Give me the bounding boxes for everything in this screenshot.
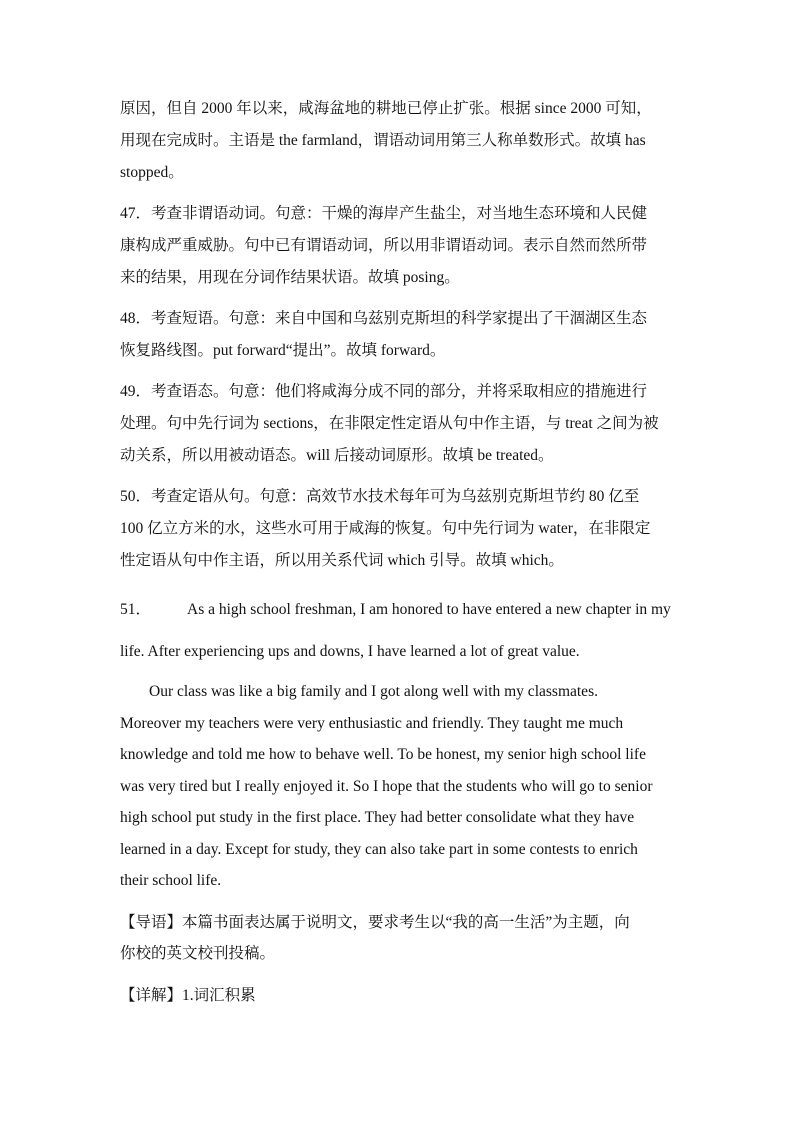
text-line: 51． As a high school freshman, I am honored to have entered a new chapter in my: [120, 601, 671, 618]
text-line: life. After experiencing ups and downs, I have learned a lot of great value.: [120, 643, 580, 660]
text-line: 【详解】1.词汇积累: [120, 987, 256, 1004]
text-line: 康构成严重威胁。句中已有谓语动词，所以用非谓语动词。表示自然而然所带: [120, 237, 648, 254]
text-line: 原因，但自 2000 年以来，咸海盆地的耕地已停止扩张。根据 since 2000 可知，: [120, 100, 652, 117]
text-line: 50．考查定语从句。句意：高效节水技术每年可为乌兹别克斯坦节约 80 亿至: [120, 488, 640, 505]
text-line: 用现在完成时。主语是 the farmland，谓语动词用第三人称单数形式。故填 has: [120, 132, 646, 149]
text-line: 恢复路线图。put forward“提出”。故填 forward。: [120, 342, 446, 359]
answer-50: [120, 481, 692, 577]
answer-48: [120, 303, 692, 367]
text-line: 【导语】本篇书面表达属于说明文，要求考生以“我的高一生活”为主题，向: [120, 914, 630, 931]
text-line: learned in a day. Except for study, they can also take part in some contests to enrich: [120, 840, 638, 858]
text-line: high school put study in the first place. They had better consolidate what they have: [120, 809, 635, 826]
text-line: 处理。句中先行词为 sections，在非限定性定语从句中作主语，与 treat 之间为被: [120, 415, 659, 432]
answer-47: [120, 198, 692, 294]
text-line: stopped。: [120, 164, 184, 181]
text-line: their school life.: [120, 872, 222, 889]
text-line: 49．考查语态。句意：他们将咸海分成不同的部分，并将采取相应的措施进行: [120, 383, 648, 400]
essay-body: [120, 676, 692, 897]
text-line: 47．考查非谓语动词。句意：干燥的海岸产生盐尘，对当地生态环境和人民健: [120, 205, 648, 222]
answer-46-continuation: [120, 93, 692, 189]
answer-49: [120, 376, 692, 472]
text-line: 动关系，所以用被动语态。will 后接动词原形。故填 be treated。: [120, 447, 554, 464]
text-line: Our class was like a big family and I got along well with my classmates.: [149, 683, 598, 700]
guide-section: [120, 907, 692, 969]
essay-intro: [120, 589, 692, 673]
text-line: 100 亿立方米的水，这些水可用于咸海的恢复。句中先行词为 water，在非限定: [120, 520, 651, 537]
detail-section: [120, 980, 692, 1011]
text-line: 性定语从句中作主语，所以用关系代词 which 引导。故填 which。: [120, 552, 564, 569]
question-number: 51．: [120, 601, 152, 618]
text-line: knowledge and told me how to behave well. To be honest, my senior high school life: [120, 746, 646, 763]
text-line: 来的结果，用现在分词作结果状语。故填 posing。: [120, 269, 460, 286]
text-line: was very tired but I really enjoyed it. So I hope that the students who will go to senior: [120, 777, 653, 795]
text-line: Moreover my teachers were very enthusiastic and friendly. They taught me much: [120, 714, 624, 732]
text-line: 48．考查短语。句意：来自中国和乌兹别克斯坦的科学家提出了干涸湖区生态: [120, 310, 648, 327]
text-line: 你校的英文校刊投稿。: [120, 945, 276, 962]
